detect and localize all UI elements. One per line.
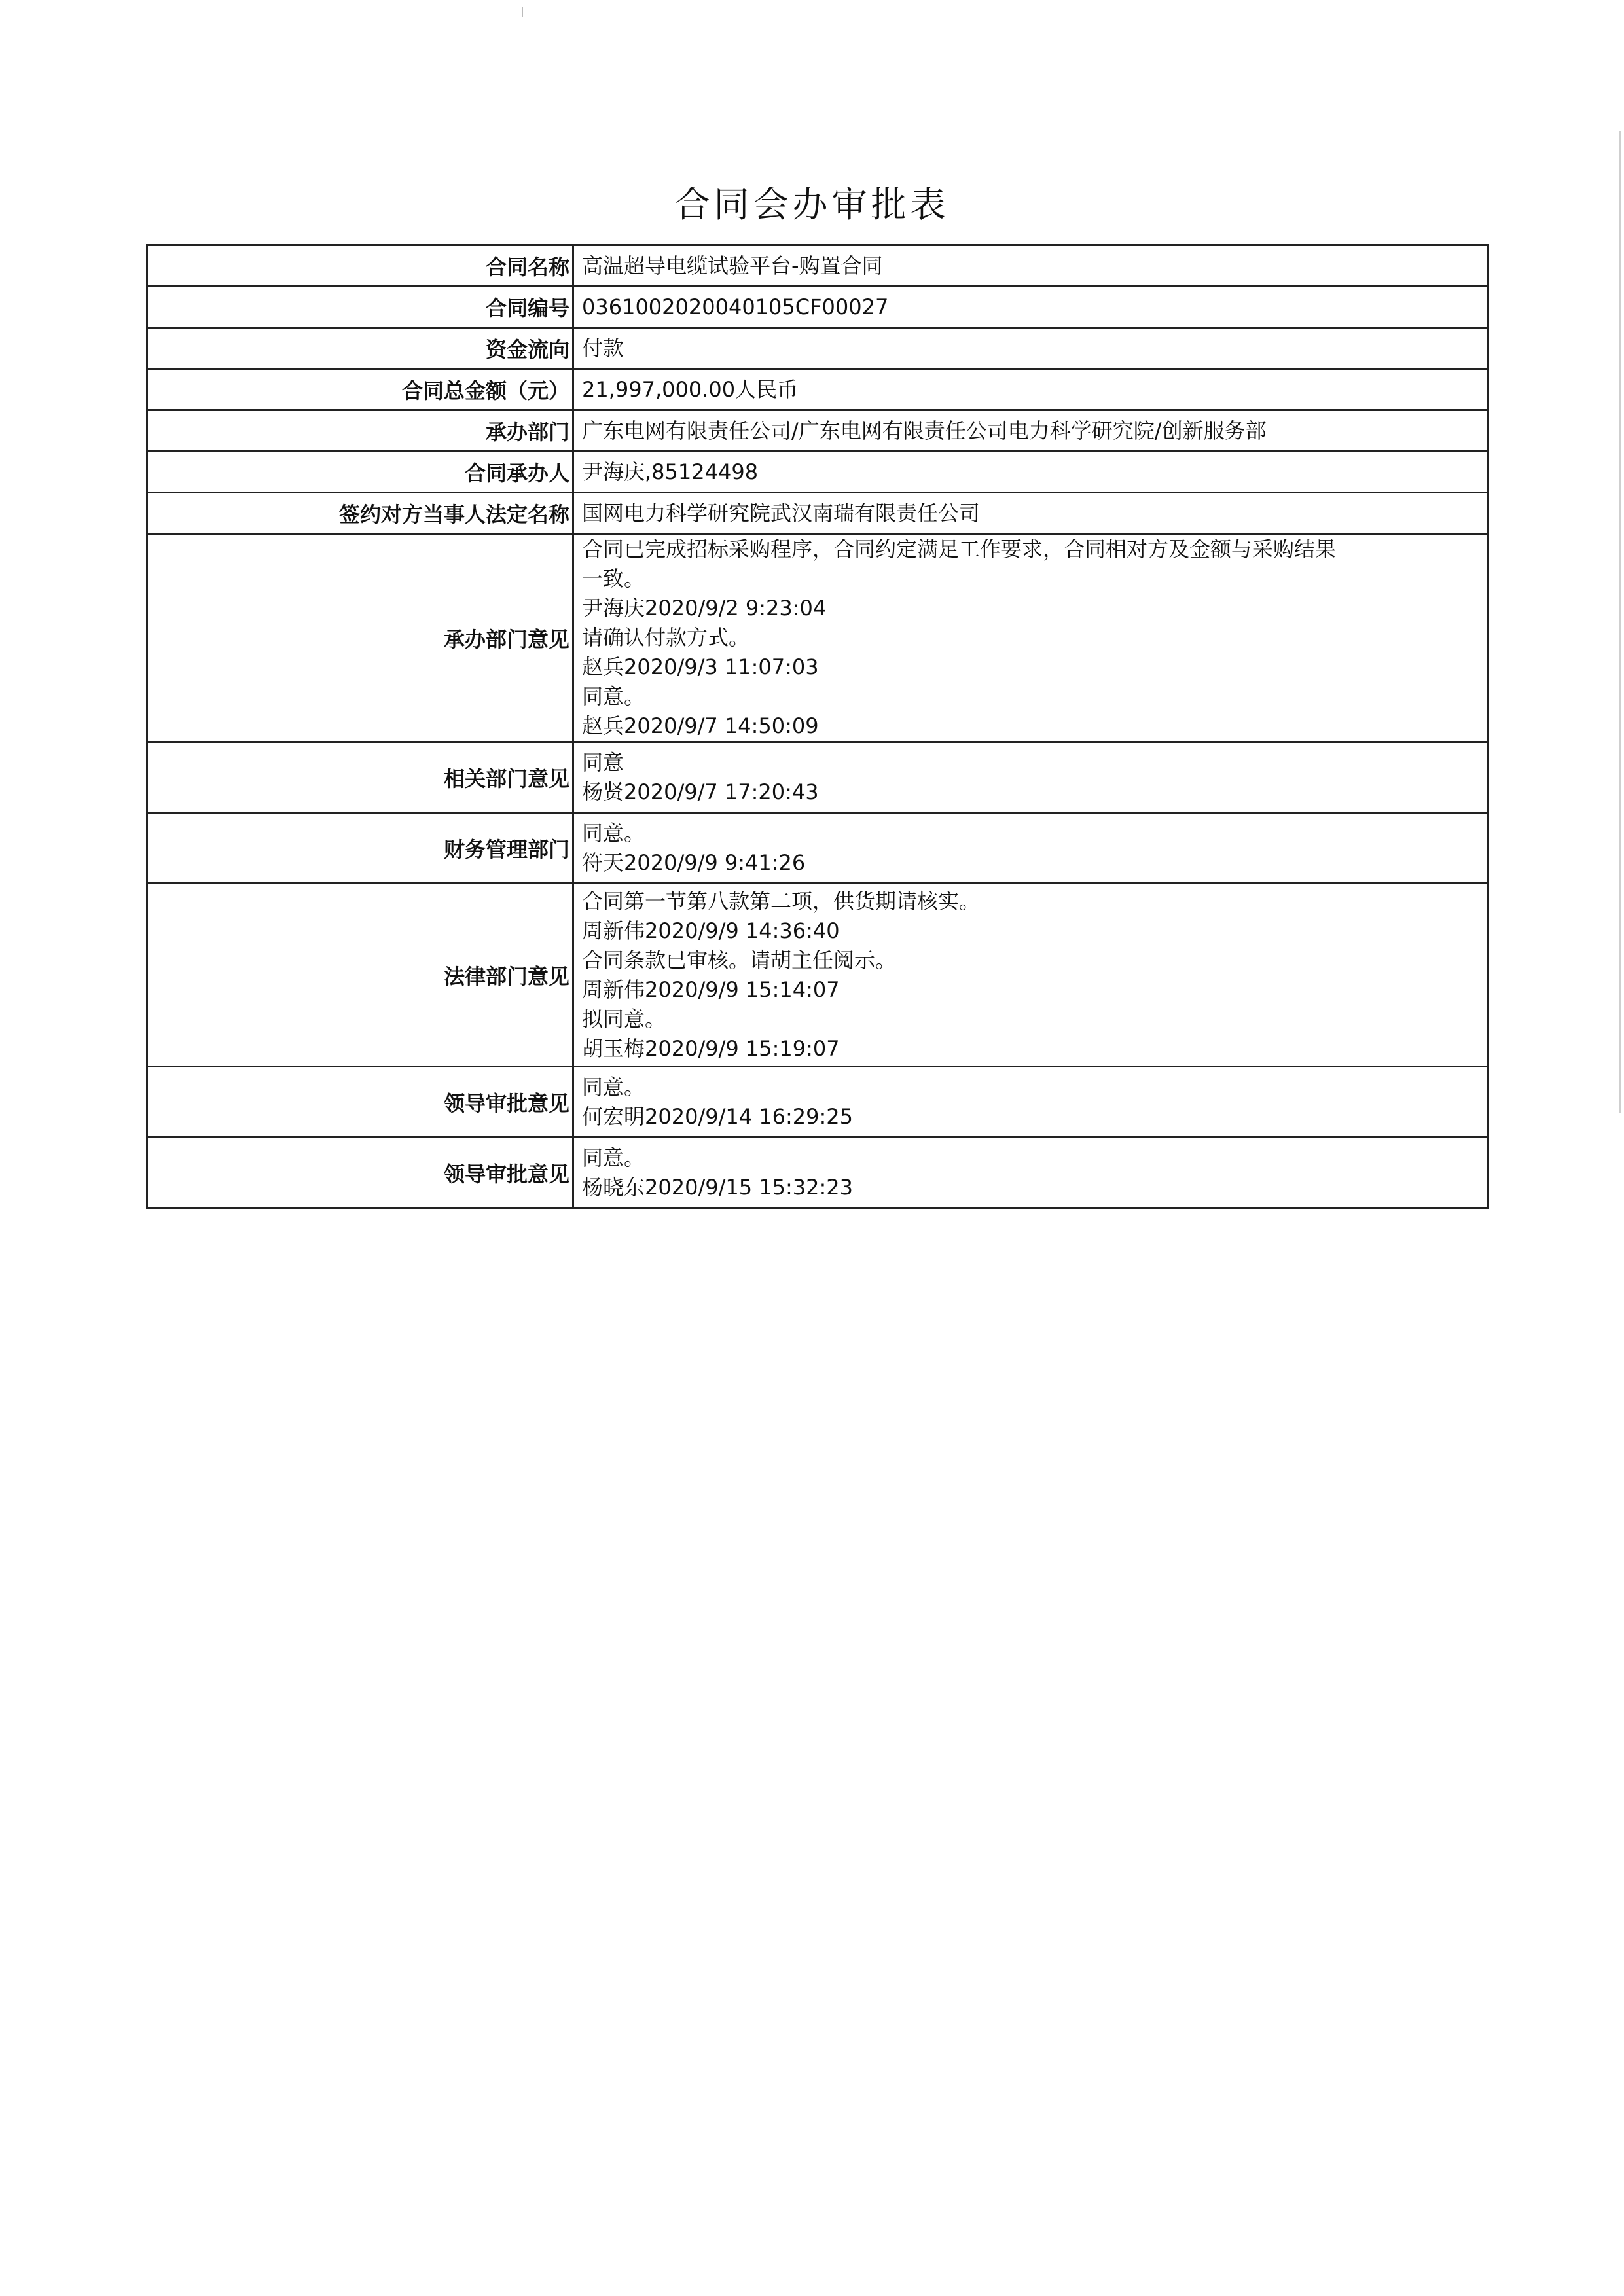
row-handling-department (147, 410, 1489, 452)
row-legal-dept-opinion (147, 884, 1489, 1067)
label-leader-approval-1: 领导审批意见 (147, 1067, 573, 1138)
value-leader-approval-1 (573, 1067, 1489, 1138)
opinion-signature: 杨贤2020/9/7 17:20:43 (582, 779, 819, 804)
value-counterparty-name (573, 493, 1489, 534)
opinion-signature: 周新伟2020/9/9 14:36:40 (582, 918, 840, 943)
scan-edge-shadow (1619, 131, 1621, 1113)
row-handling-dept-opinion (147, 534, 1489, 742)
label-finance-dept-opinion: 财务管理部门 (147, 813, 573, 884)
value-line: 21,997,000.00人民币 (582, 376, 799, 402)
opinion-line: 拟同意。 (582, 1006, 666, 1031)
value-finance-dept-opinion (573, 813, 1489, 884)
row-contract-name (147, 245, 1489, 287)
row-contract-handler (147, 452, 1489, 493)
value-handling-department (573, 410, 1489, 452)
value-contract-handler (573, 452, 1489, 493)
value-line: 付款 (582, 335, 624, 361)
value-handling-dept-opinion (573, 534, 1489, 742)
value-line: 国网电力科学研究院武汉南瑞有限责任公司 (582, 500, 981, 526)
label-related-dept-opinion: 相关部门意见 (147, 742, 573, 813)
label-handling-department: 承办部门 (147, 410, 573, 452)
value-fund-flow (573, 328, 1489, 369)
opinion-line: 请确认付款方式。 (582, 625, 750, 650)
opinion-line: 同意。 (582, 684, 645, 709)
opinion-signature: 赵兵2020/9/7 14:50:09 (582, 713, 819, 738)
opinion-signature: 尹海庆2020/9/2 9:23:04 (582, 596, 827, 620)
value-contract-number (573, 287, 1489, 328)
value-leader-approval-2 (573, 1138, 1489, 1208)
opinion-line: 同意。 (582, 1145, 645, 1170)
value-related-dept-opinion (573, 742, 1489, 813)
opinion-line: 合同条款已审核。请胡主任阅示。 (582, 947, 897, 973)
value-line: 尹海庆,85124498 (582, 459, 759, 484)
row-counterparty-name (147, 493, 1489, 534)
opinion-signature: 符天2020/9/9 9:41:26 (582, 850, 806, 875)
label-handling-dept-opinion: 承办部门意见 (147, 534, 573, 742)
value-legal-dept-opinion (573, 884, 1489, 1067)
row-total-amount (147, 369, 1489, 410)
opinion-line: 同意 (582, 749, 624, 775)
row-related-dept-opinion (147, 742, 1489, 813)
opinion-line: 同意。 (582, 820, 645, 846)
page-title: 合同会办审批表 (674, 184, 950, 225)
opinion-line: 合同第一节第八款第二项，供货期请核实。 (582, 888, 981, 914)
row-fund-flow (147, 328, 1489, 369)
label-contract-handler: 合同承办人 (147, 452, 573, 493)
label-contract-number: 合同编号 (147, 287, 573, 328)
row-leader-approval-1 (147, 1067, 1489, 1138)
row-contract-number (147, 287, 1489, 328)
label-legal-dept-opinion: 法律部门意见 (147, 884, 573, 1067)
approval-table (146, 244, 1489, 1209)
row-leader-approval-2 (147, 1138, 1489, 1208)
value-line: 高温超导电缆试验平台-购置合同 (582, 253, 883, 278)
label-leader-approval-2: 领导审批意见 (147, 1138, 573, 1208)
label-counterparty-name: 签约对方当事人法定名称 (147, 493, 573, 534)
row-finance-dept-opinion (147, 813, 1489, 884)
label-fund-flow: 资金流向 (147, 328, 573, 369)
value-contract-name (573, 245, 1489, 287)
opinion-signature: 杨晓东2020/9/15 15:32:23 (582, 1174, 853, 1200)
opinion-signature: 周新伟2020/9/9 15:14:07 (582, 977, 840, 1002)
opinion-line: 合同已完成招标采购程序，合同约定满足工作要求，合同相对方及金额与采购结果 (582, 537, 1337, 562)
value-line: 0361002020040105CF00027 (582, 294, 889, 319)
opinion-line: 同意。 (582, 1074, 645, 1100)
opinion-signature: 赵兵2020/9/3 11:07:03 (582, 655, 819, 679)
opinion-line: 一致。 (582, 566, 645, 591)
opinion-signature: 胡玉梅2020/9/9 15:19:07 (582, 1035, 840, 1061)
value-total-amount (573, 369, 1489, 410)
value-line: 广东电网有限责任公司/广东电网有限责任公司电力科学研究院/创新服务部 (582, 418, 1267, 443)
scan-speck (522, 7, 523, 17)
label-total-amount: 合同总金额（元） (147, 369, 573, 410)
label-contract-name: 合同名称 (147, 245, 573, 287)
opinion-signature: 何宏明2020/9/14 16:29:25 (582, 1103, 853, 1129)
